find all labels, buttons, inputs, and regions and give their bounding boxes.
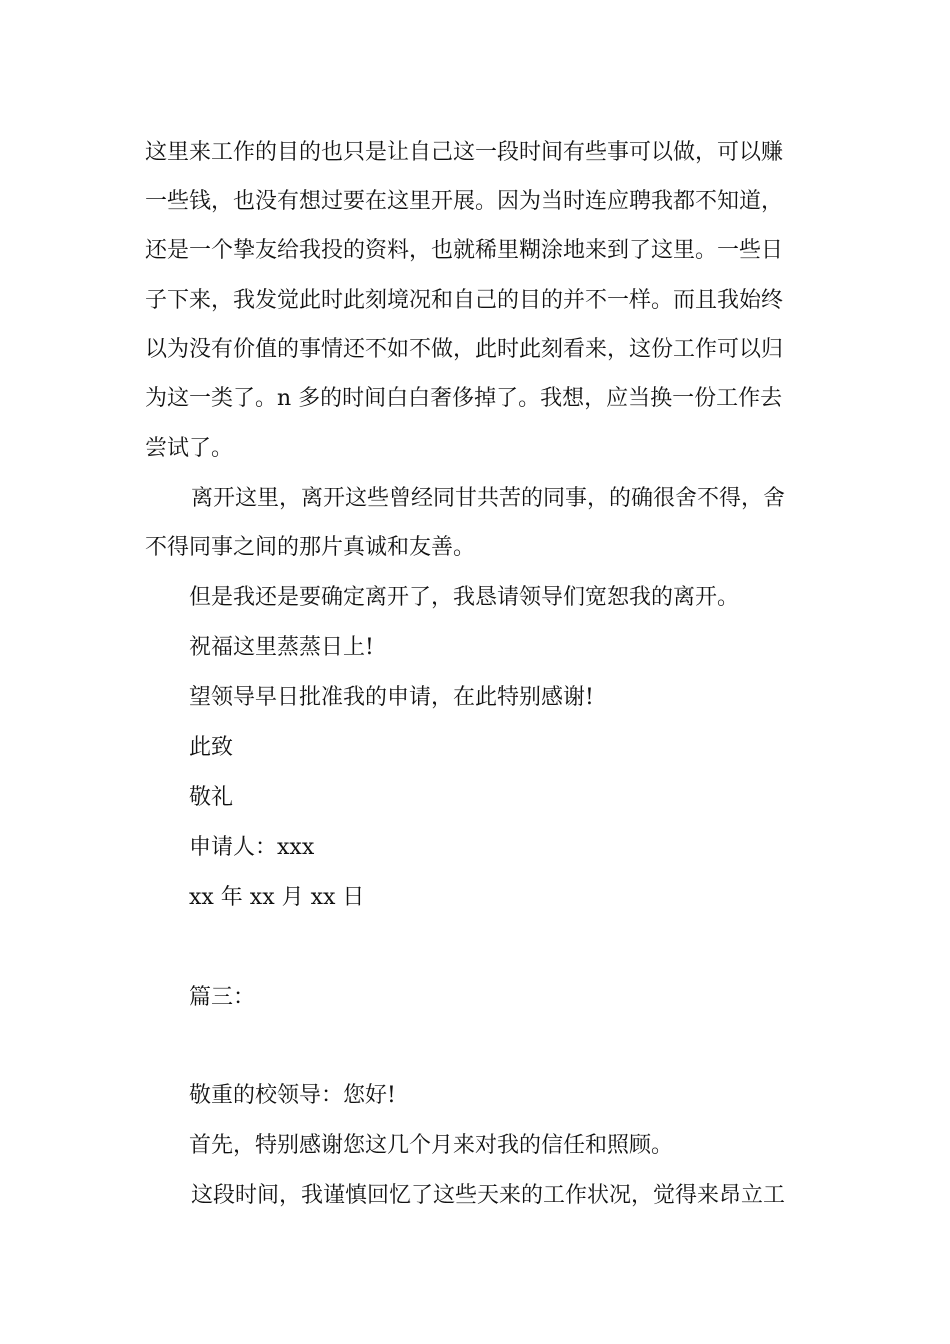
paragraph-1-line-7: 尝试了。: [145, 436, 234, 461]
applicant-line: 申请人：xxx: [189, 835, 315, 860]
paragraph-1-line-6: 为这一类了。n 多的时间白白奢侈掉了。我想，应当换一份工作去: [145, 386, 783, 411]
salutation-line: 敬重的校领导：您好!: [189, 1083, 396, 1108]
last-line: 这段时间，我谨慎回忆了这些天来的工作状况，觉得来昂立工: [191, 1183, 786, 1208]
paragraph-2-line-2: 不得同事之间的那片真诚和友善。: [145, 535, 476, 560]
thanks-line: 首先，特别感谢您这几个月来对我的信任和照顾。: [189, 1133, 674, 1158]
paragraph-1-line-3: 还是一个挚友给我投的资料，也就稀里糊涂地来到了这里。一些日: [145, 238, 784, 263]
paragraph-1-line-1: 这里来工作的目的也只是让自己这一段时间有些事可以做，可以赚: [145, 140, 784, 165]
paragraph-1-line-4: 子下来，我发觉此时此刻境况和自己的目的并不一样。而且我始终: [145, 288, 784, 313]
date-line: xx 年 xx 月 xx 日: [189, 885, 365, 910]
paragraph-1-line-5: 以为没有价值的事情还不如不做，此时此刻看来，这份工作可以归: [145, 337, 784, 362]
closing-line-1: 此致: [189, 735, 234, 760]
paragraph-2-line-1: 离开这里，离开这些曾经同甘共苦的同事，的确很舍不得，舍: [191, 486, 786, 511]
blessing-line: 祝福这里蒸蒸日上!: [189, 635, 374, 660]
request-line: 望领导早日批准我的申请，在此特别感谢!: [189, 685, 594, 710]
section-title: 篇三：: [189, 985, 256, 1010]
paragraph-3: 但是我还是要确定离开了，我恳请领导们宽恕我的离开。: [189, 585, 740, 610]
paragraph-1-line-2: 一些钱，也没有想过要在这里开展。因为当时连应聘我都不知道，: [145, 189, 784, 214]
closing-line-2: 敬礼: [189, 785, 234, 810]
